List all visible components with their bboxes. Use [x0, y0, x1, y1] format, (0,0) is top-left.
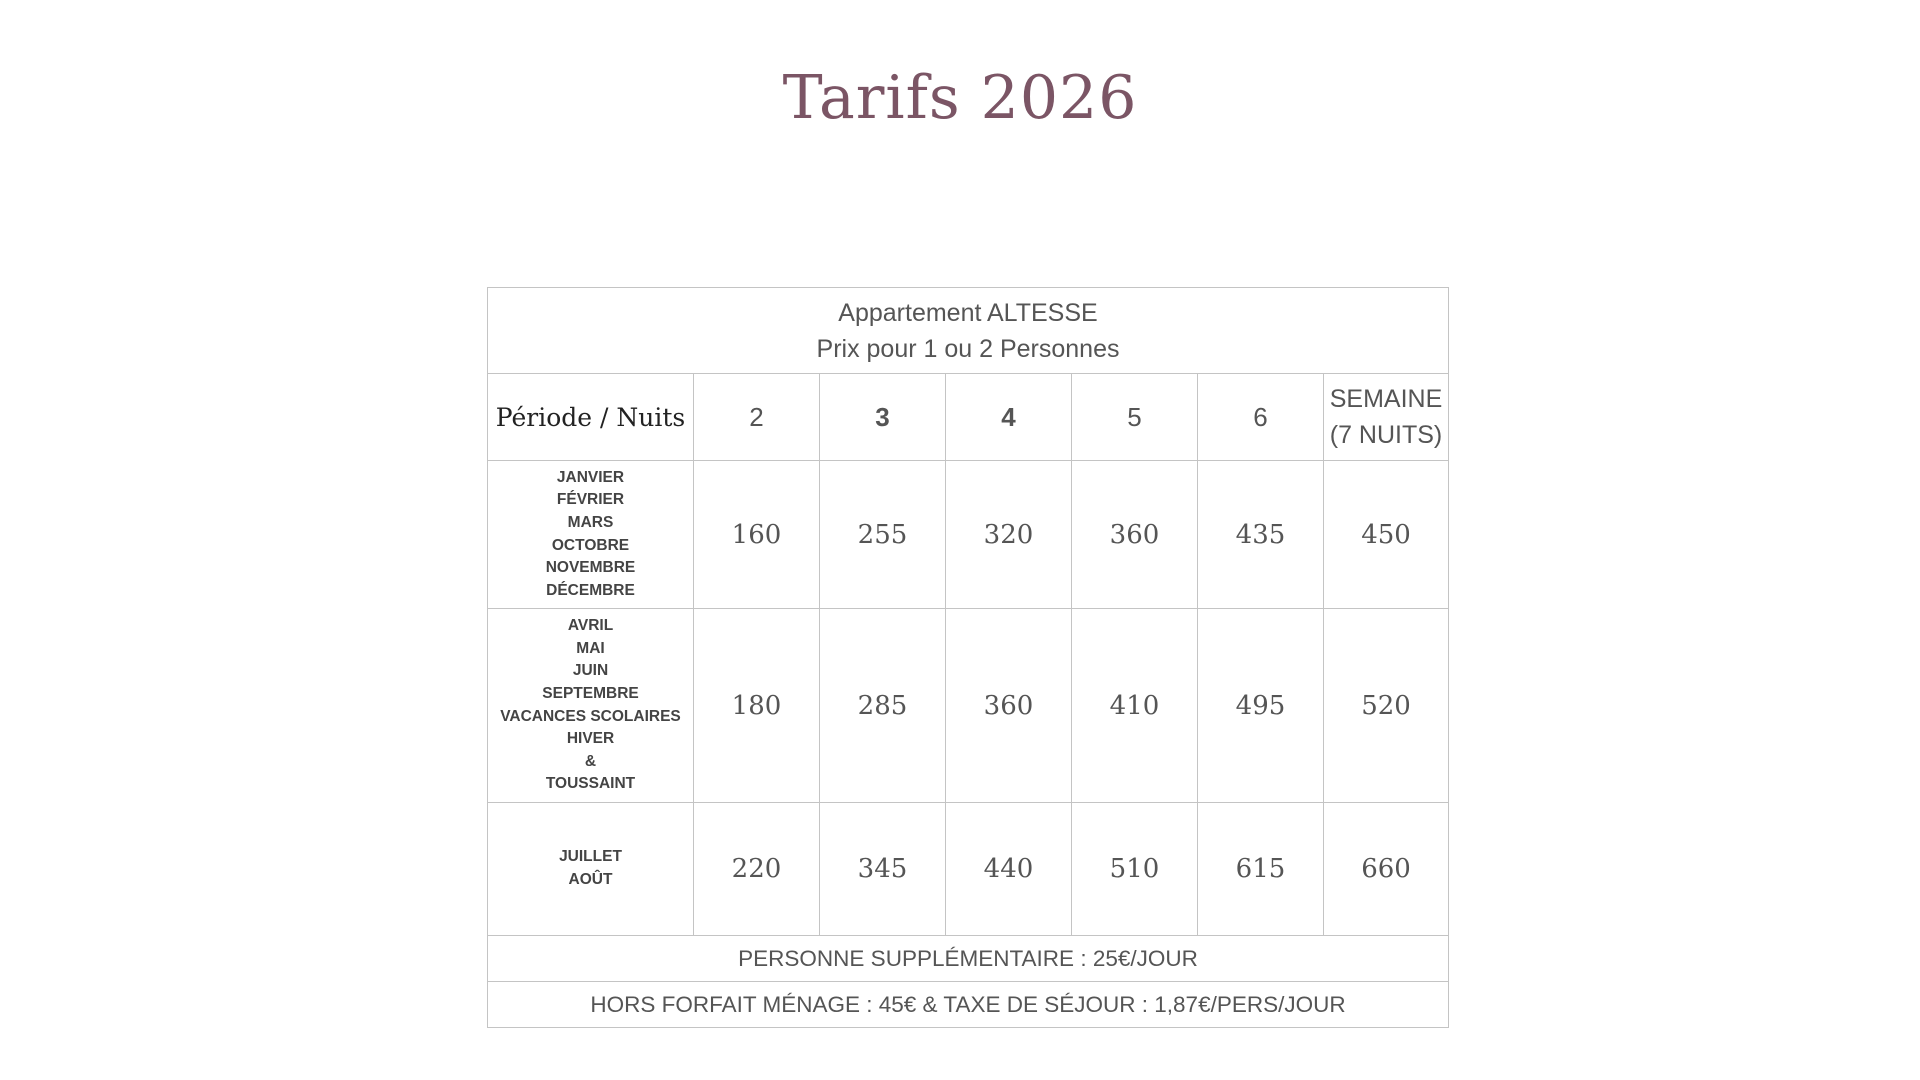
table-caption — [488, 288, 1449, 374]
fees-note: HORS FORFAIT MÉNAGE : 45€ & TAXE DE SÉJOUR : 1,87€/PERS/JOUR — [488, 982, 1449, 1028]
price-cell: 495 — [1198, 609, 1324, 803]
price-cell: 220 — [694, 803, 820, 936]
period-month: FÉVRIER — [556, 491, 625, 509]
period-month: SEPTEMBRE — [542, 684, 639, 702]
header-week-label: SEMAINE — [1329, 385, 1443, 413]
price-cell: 520 — [1324, 609, 1449, 803]
price-cell: 435 — [1198, 461, 1324, 609]
period-cell — [488, 803, 694, 936]
period-cell — [488, 609, 694, 803]
price-cell: 410 — [1072, 609, 1198, 803]
price-cell: 180 — [694, 609, 820, 803]
period-month: AVRIL — [567, 617, 614, 635]
period-month: VACANCES SCOLAIRES — [500, 707, 681, 725]
header-nights-2: 2 — [694, 374, 820, 461]
header-nights-3: 3 — [820, 374, 946, 461]
period-month: DÉCEMBRE — [546, 581, 635, 599]
period-month: NOVEMBRE — [545, 559, 636, 577]
price-cell: 660 — [1324, 803, 1449, 936]
price-cell: 450 — [1324, 461, 1449, 609]
period-month: JUILLET — [559, 848, 622, 866]
table-row — [488, 609, 1449, 803]
price-cell: 160 — [694, 461, 820, 609]
tariff-table — [487, 287, 1449, 1028]
price-cell: 510 — [1072, 803, 1198, 936]
period-month: & — [584, 752, 597, 770]
price-cell: 320 — [946, 461, 1072, 609]
apartment-name: Appartement ALTESSE — [838, 298, 1098, 327]
header-week-nights: (7 NUITS) — [1329, 421, 1443, 449]
header-period-nights: Période / Nuits — [488, 374, 694, 461]
period-cell — [488, 461, 694, 609]
period-month: AOÛT — [568, 871, 613, 888]
price-cell: 615 — [1198, 803, 1324, 936]
price-cell: 255 — [820, 461, 946, 609]
header-row — [488, 374, 1449, 461]
price-cell: 345 — [820, 803, 946, 936]
table-row — [488, 461, 1449, 609]
header-nights-5: 5 — [1072, 374, 1198, 461]
price-cell: 360 — [946, 609, 1072, 803]
period-month: MAI — [576, 639, 605, 657]
period-month: MARS — [567, 513, 614, 531]
period-month: HIVER — [566, 730, 615, 748]
price-cell: 440 — [946, 803, 1072, 936]
header-nights-4: 4 — [946, 374, 1072, 461]
price-basis: Prix pour 1 ou 2 Personnes — [816, 334, 1120, 363]
price-cell: 285 — [820, 609, 946, 803]
period-month: JUIN — [572, 662, 609, 680]
page-title: Tarifs 2026 — [782, 63, 1138, 133]
table-row — [488, 803, 1449, 936]
header-week — [1324, 374, 1449, 461]
period-month: OCTOBRE — [551, 536, 630, 554]
period-month: JANVIER — [556, 468, 625, 486]
period-month: TOUSSAINT — [545, 775, 636, 793]
extra-person-note: PERSONNE SUPPLÉMENTAIRE : 25€/JOUR — [488, 936, 1449, 982]
price-cell: 360 — [1072, 461, 1198, 609]
header-nights-6: 6 — [1198, 374, 1324, 461]
